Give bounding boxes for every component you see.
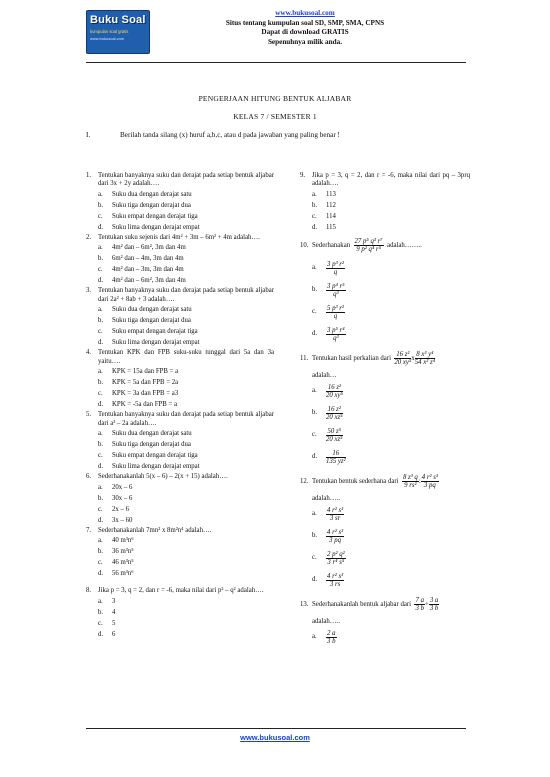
option-c[interactable]: c. Suku empat dengan derajat tiga (98, 328, 198, 336)
logo-subtitle: kumpulan soal gratis (90, 28, 129, 34)
option-d[interactable]: d. 115 (312, 223, 336, 231)
option-c[interactable]: c. Suku empat dengan derajat tiga (98, 212, 198, 220)
question-9: 9. Jika p = 3, q = 2, dan r = -6, maka nilai dari pq – 3prq adalah…. a. 113 b. 112 c. 114 d. 115 (300, 172, 470, 231)
option-b[interactable]: b. 6m² dan – 4m, 3m dan 4m (98, 255, 184, 263)
option-b[interactable]: b. Suku tiga dengan derajat dua (98, 317, 191, 325)
option-c[interactable]: c. 50 z⁵ 20 xz⁵ (312, 428, 343, 444)
question-13: 13. Sederhanakanlah bentuk aljabar dari 7 a 3 b + $\frac{3 a}{3 b}$ adalah….. a. 2 a 3 b (300, 593, 470, 649)
question-5: 5. Tentukan banyaknya suku dan derajat pada setiap bentuk aljabar dari a³ – 2a adalah…. a. Suku dua dengan derajat satu b. Suku tiga dengan derajat dua c. Suku empat dengan derajat tiga d. Suku lima dengan derajat empat (86, 411, 274, 471)
question-2: 2. Tentukan suku sejenis dari 4m² + 3m – 6m² + 4m adalah…. a. 4m² dan – 6m², 3m dan 4m b. 6m² dan – 4m, 3m dan 4m c. 4m² dan – 3m, 3m dan 4m d. 4m² dan – 6m², 3m dan 4m (86, 234, 274, 286)
option-a[interactable]: a. Suku dua dengan derajat satu (98, 306, 192, 314)
option-b[interactable]: b. 3 p⁴ r⁵ q³ (312, 283, 345, 299)
question-4: 4. Tentukan KPK dan FPB suku-suku tunggal dari 5a dan 3a yaitu…. a. KPK = 15a dan FPB = a b. KPK = 5a dan FPB = 2a c. KPK = 3a dan FPB = a3 d. KPK = -5a dan FPB = a (86, 349, 274, 409)
instruction-text: Berilah tanda silang (x) huruf a,b,c, atau d pada jawaban yang paling benar ! (120, 131, 340, 139)
fraction: 27 p⁵ q³ r⁷ 9 p² q⁴ r⁵ (354, 238, 383, 254)
option-c[interactable]: c. KPK = 3a dan FPB = a3 (98, 390, 179, 398)
option-a[interactable]: a. 3 (98, 597, 116, 605)
question-6: 6. Sederhanakanlah 5(x – 6) – 2(x + 15) adalah…. a. 20x – 6 b. 30x – 6 c. 2x – 6 d. 3x – 60 (86, 473, 274, 525)
question-1: 1. Tentukan banyaknya suku dan derajat pada setiap bentuk aljabar dari 3x + 2y adalah…. a. Suku dua dengan derajat satu b. Suku tiga dengan derajat dua c. Suku empat dengan derajat tiga d. Suku lima dengan derajat empat (86, 172, 274, 231)
option-d[interactable]: d. 3 p⁵ r⁴ q³ (312, 327, 345, 343)
option-a[interactable]: a. 3 p³ r² q (312, 261, 344, 277)
option-b[interactable]: b. 36 m³n⁵ (98, 548, 134, 556)
option-a[interactable]: a. 4 r² s³ 3 sr (312, 507, 344, 523)
option-c[interactable]: c. 5 (98, 619, 116, 627)
question-text: Tentukan banyaknya suku dan derajat pada setiap bentuk aljabar dari 3x + 2y adalah…. (98, 172, 274, 188)
option-a[interactable]: a. 20x – 6 (98, 483, 133, 491)
option-c[interactable]: c. 5 p³ r² q (312, 305, 344, 321)
option-c[interactable]: c. 2 p² q² 3 r⁴ s⁵ (312, 551, 345, 567)
left-column (86, 172, 274, 641)
option-d[interactable]: d. 56 m³n⁶ (98, 570, 134, 578)
option-a[interactable]: a. 16 z² 20 xy⁵ (312, 384, 343, 400)
header-url-link[interactable]: www.bukusoal.com (275, 9, 335, 17)
question-11: 11. Tentukan hasil perkalian dari 16 z² 20 xy⁵ x 8 x³ y⁴ 54 x² z⁴ adalah… a. 16 z² 20 xy⁵ b. 16 z² 20 xz⁵ c. 50 z⁵ 20 xz⁵ d. 16 135 yz² (300, 347, 470, 469)
option-a[interactable]: a. 4m² dan – 6m², 3m dan 4m (98, 244, 186, 252)
option-b[interactable]: b. Suku tiga dengan derajat dua (98, 201, 191, 209)
question-7: 7. Sederhanakanlah 7mn² x 8m²n⁴ adalah…. a. 40 m³n⁶ b. 36 m³n⁵ c. 46 m³n⁵ d. 56 m³n⁶ (86, 527, 274, 579)
option-c[interactable]: c. Suku empat dengan derajat tiga (98, 452, 198, 460)
option-d[interactable]: d. Suku lima dengan derajat empat (98, 223, 200, 231)
section-number: I. (86, 131, 91, 139)
option-c[interactable]: c. 46 m³n⁵ (98, 559, 134, 567)
option-d[interactable]: d. 3x – 60 (98, 516, 133, 524)
header-divider (86, 62, 466, 63)
question-text: Sederhanakanlah bentuk aljabar dari 7 a 3 b + $\frac{3 a}{3 b}$ (312, 597, 439, 613)
question-text: Tentukan banyaknya suku dan derajat pada setiap bentuk aljabar dari 2a² + 8ab + 3 adalah…. (98, 287, 274, 303)
document-title: PENGERJAAN HITUNG BENTUK ALJABAR (198, 94, 352, 103)
logo-url: www.bukusoal.com (90, 36, 125, 42)
option-b[interactable]: b. KPK = 5a dan FPB = 2a (98, 379, 179, 387)
question-text: Tentukan bentuk sederhana dari 8 z³ q 9 rs² : 4 r² s³ 3 pq (312, 474, 438, 490)
option-a[interactable]: a. Suku dua dengan derajat satu (98, 190, 192, 198)
question-text: Sederhanakanlah 7mn² x 8m²n⁴ adalah…. (98, 526, 212, 534)
question-text: Tentukan KPK dan FPB suku-suku tunggal dari 5a dan 3a yaitu…. (98, 349, 274, 365)
option-b[interactable]: b. 4 (98, 608, 116, 616)
logo-title: Buku Soal (90, 14, 146, 26)
option-d[interactable]: d. 6 (98, 630, 116, 638)
option-d[interactable]: d. 4 r² s³ 3 rs (312, 573, 344, 589)
question-text: Sederhanakan 27 p⁵ q³ r⁷ 9 p² q⁴ r⁵ adalah…….. (312, 238, 422, 254)
option-d[interactable]: d. 4m² dan – 6m², 3m dan 4m (98, 277, 186, 285)
option-d[interactable]: d. KPK = -5a dan FPB = a (98, 401, 178, 409)
question-text: Tentukan hasil perkalian dari 16 z² 20 xy⁵ x 8 x³ y⁴ 54 x² z⁴ (312, 351, 435, 367)
footer-divider (86, 728, 466, 729)
footer-url-link[interactable]: www.bukusoal.com (240, 733, 310, 742)
option-c[interactable]: c. 4m² dan – 3m, 3m dan 4m (98, 266, 184, 274)
question-12: 12. Tentukan bentuk sederhana dari 8 z³ q 9 rs² : 4 r² s³ 3 pq adalah….. a. 4 r² s³ 3 sr b. 4 r² s³ 3 pq c. 2 p² q² 3 r⁴ s⁵ d. 4 r² s³ 3 rs (300, 470, 470, 592)
header-line-1: Situs tentang kumpulan soal SD, SMP, SMA, CPNS (225, 18, 385, 27)
question-text: Jika p = 3, q = 2, dan r = -6, maka nilai dari p² – q² adalah…. (98, 587, 264, 595)
question-text: Tentukan suku sejenis dari 4m² + 3m – 6m² + 4m adalah…. (98, 233, 260, 241)
question-10: 10. Sederhanakan 27 p⁵ q³ r⁷ 9 p² q⁴ r⁵ adalah…….. a. 3 p³ r² q b. 3 p⁴ r⁵ q³ c. 5 p³ r² q d. 3 p⁵ r⁴ q³ (300, 234, 470, 346)
instruction (86, 131, 466, 140)
option-c[interactable]: c. 2x – 6 (98, 505, 129, 513)
question-text: Tentukan banyaknya suku dan derajat pada setiap bentuk aljabar dari a³ – 2a adalah…. (98, 411, 274, 427)
header-line-3: Sepenuhnya milik anda. (267, 38, 343, 47)
question-text: Sederhanakanlah 5(x – 6) – 2(x + 15) adalah…. (98, 473, 228, 481)
option-a[interactable]: a. 2 a 3 b (312, 630, 336, 646)
document-subtitle: KELAS 7 / SEMESTER 1 (233, 112, 317, 121)
buku-soal-logo[interactable] (86, 10, 150, 54)
option-c[interactable]: c. 114 (312, 212, 336, 220)
option-d[interactable]: d. Suku lima dengan derajat empat (98, 339, 200, 347)
option-b[interactable]: b. 4 r² s³ 3 pq (312, 529, 344, 545)
option-d[interactable]: d. 16 135 yz² (312, 450, 346, 466)
question-3: 3. Tentukan banyaknya suku dan derajat pada setiap bentuk aljabar dari 2a² + 8ab + 3 adalah…. a. Suku dua dengan derajat satu b. Suku tiga dengan derajat dua c. Suku empat dengan derajat tiga d. Suku lima dengan derajat empat (86, 287, 274, 347)
option-b[interactable]: b. 112 (312, 201, 336, 209)
option-b[interactable]: b. 16 z² 20 xz⁵ (312, 406, 343, 422)
option-a[interactable]: a. KPK = 15a dan FPB = a (98, 368, 179, 376)
question-8: 8. Jika p = 3, q = 2, dan r = -6, maka nilai dari p² – q² adalah…. a. 3 b. 4 c. 5 d. 6 (86, 587, 274, 639)
option-a[interactable]: a. 40 m³n⁶ (98, 537, 134, 545)
question-text: Jika p = 3, q = 2, dan r = -6, maka nilai dari pq – 3prq adalah…. (312, 172, 470, 188)
option-b[interactable]: b. Suku tiga dengan derajat dua (98, 441, 191, 449)
option-a[interactable]: a. 113 (312, 190, 336, 198)
site-header (170, 9, 440, 48)
header-line-2: Dapat di download GRATIS (261, 28, 349, 37)
option-d[interactable]: d. Suku lima dengan derajat empat (98, 463, 200, 471)
right-column (300, 172, 470, 650)
option-b[interactable]: b. 30x – 6 (98, 494, 133, 502)
option-a[interactable]: a. Suku dua dengan derajat satu (98, 430, 192, 438)
